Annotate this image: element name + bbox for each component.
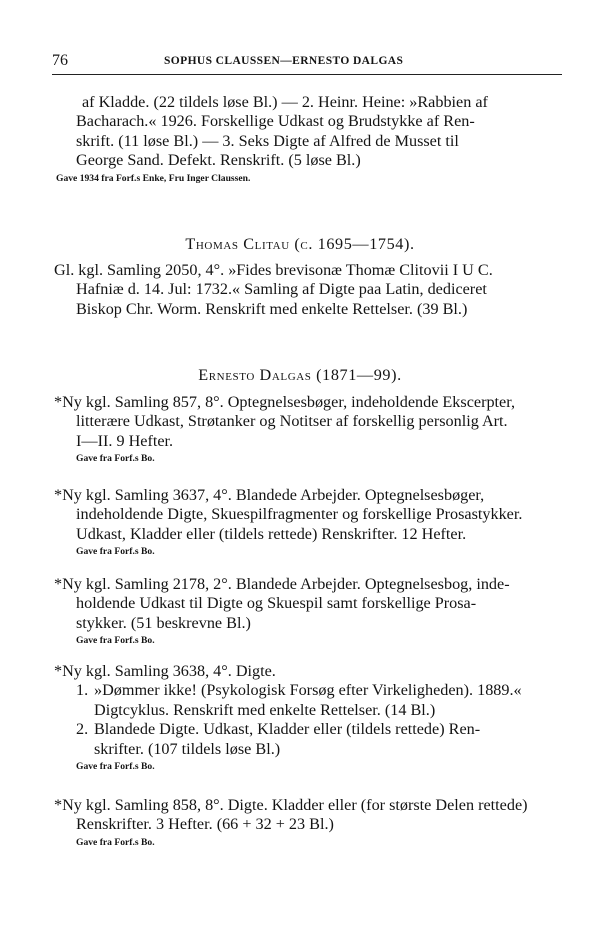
provenance-note: Gave fra Forf.s Bo. (76, 836, 155, 848)
text-line: *Ny kgl. Samling 2178, 2°. Blandede Arbejder. Optegnelsesbog, inde- (54, 575, 510, 593)
text-line: George Sand. Defekt. Renskrift. (5 løse Bl.) (76, 151, 361, 170)
page-number: 76 (52, 52, 68, 69)
provenance-note: Gave fra Forf.s Bo. (76, 453, 155, 465)
text-line: stykker. (51 beskrevne Bl.) (76, 613, 251, 632)
provenance-note: Gave fra Forf.s Bo. (76, 635, 155, 647)
text-line: Blandede Digte. Udkast, Kladder eller (tildels rettede) Ren- (94, 720, 481, 739)
text-line: *Ny kgl. Samling 857, 8°. Optegnelsesbøger, indeholdende Ekscerpter, (54, 393, 516, 411)
dalgas-entry-3637 (54, 486, 566, 558)
provenance-note: Gave fra Forf.s Bo. (76, 546, 155, 558)
text-line: I—II. 9 Hefter. (76, 431, 174, 450)
text-line: skrift. (11 løse Bl.) — 3. Seks Digte af Alfred de Musset til (76, 131, 459, 150)
clitau-entry (54, 261, 566, 319)
dalgas-entry-858 (54, 796, 566, 848)
item-number: 2. (76, 720, 89, 739)
text-line: litterære Udkast, Strøtanker og Notitser af forskellig personlig Art. (76, 412, 508, 431)
text-line: *Ny kgl. Samling 3637, 4°. Blandede Arbejder. Optegnelsesbøger, (54, 486, 485, 504)
text-line: af Kladde. (22 tildels løse Bl.) — 2. Heinr. Heine: »Rabbien af (82, 93, 488, 111)
text-line: Biskop Chr. Worm. Renskrift med enkelte Rettelser. (39 Bl.) (76, 299, 468, 318)
text-line: Udkast, Kladder eller (tildels rettede) Renskrifter. 12 Hefter. (76, 524, 467, 543)
text-line: Digtcyklus. Renskrift med enkelte Rettelser. (14 Bl.) (94, 700, 436, 719)
section-heading-dalgas: Ernesto Dalgas (1871—99). (198, 366, 402, 384)
text-line: Gl. kgl. Samling 2050, 4°. »Fides brevisonæ Thomæ Clitovii I U C. (54, 261, 493, 279)
dalgas-entry-2178 (54, 575, 566, 647)
text-line: *Ny kgl. Samling 858, 8°. Digte. Kladder eller (for største Delen rettede) (54, 796, 528, 814)
list-item (76, 681, 566, 700)
running-head (52, 52, 562, 75)
text-line: Renskrifter. 3 Hefter. (66 + 32 + 23 Bl.) (76, 815, 334, 834)
list-item (76, 720, 566, 739)
running-title: SOPHUS CLAUSSEN—ERNESTO DALGAS (164, 55, 404, 67)
claussen-continuation (56, 93, 566, 184)
provenance-note: Gave fra Forf.s Bo. (76, 761, 155, 773)
text-line: »Dømmer ikke! (Psykologisk Forsøg efter Virkeligheden). 1889.« (94, 681, 522, 700)
section-heading-clitau: Thomas Clitau (c. 1695—1754). (185, 235, 415, 253)
item-number: 1. (76, 681, 89, 700)
dalgas-entry-857 (54, 393, 566, 465)
text-line: indeholdende Digte, Skuespilfragmenter og forskellige Prosastykker. (76, 505, 523, 524)
provenance-note: Gave 1934 fra Forf.s Enke, Fru Inger Claussen. (56, 172, 251, 184)
dalgas-entry-3638 (54, 662, 566, 773)
text-line: Bacharach.« 1926. Forskellige Udkast og Brudstykke af Ren- (76, 112, 475, 131)
text-line: holdende Udkast til Digte og Skuespil samt forskellige Prosa- (76, 594, 477, 613)
text-line: Hafniæ d. 14. Jul: 1732.« Samling af Digte paa Latin, dediceret (76, 280, 487, 299)
text-line: skrifter. (107 tildels løse Bl.) (94, 739, 281, 758)
text-line: *Ny kgl. Samling 3638, 4°. Digte. (54, 662, 276, 680)
